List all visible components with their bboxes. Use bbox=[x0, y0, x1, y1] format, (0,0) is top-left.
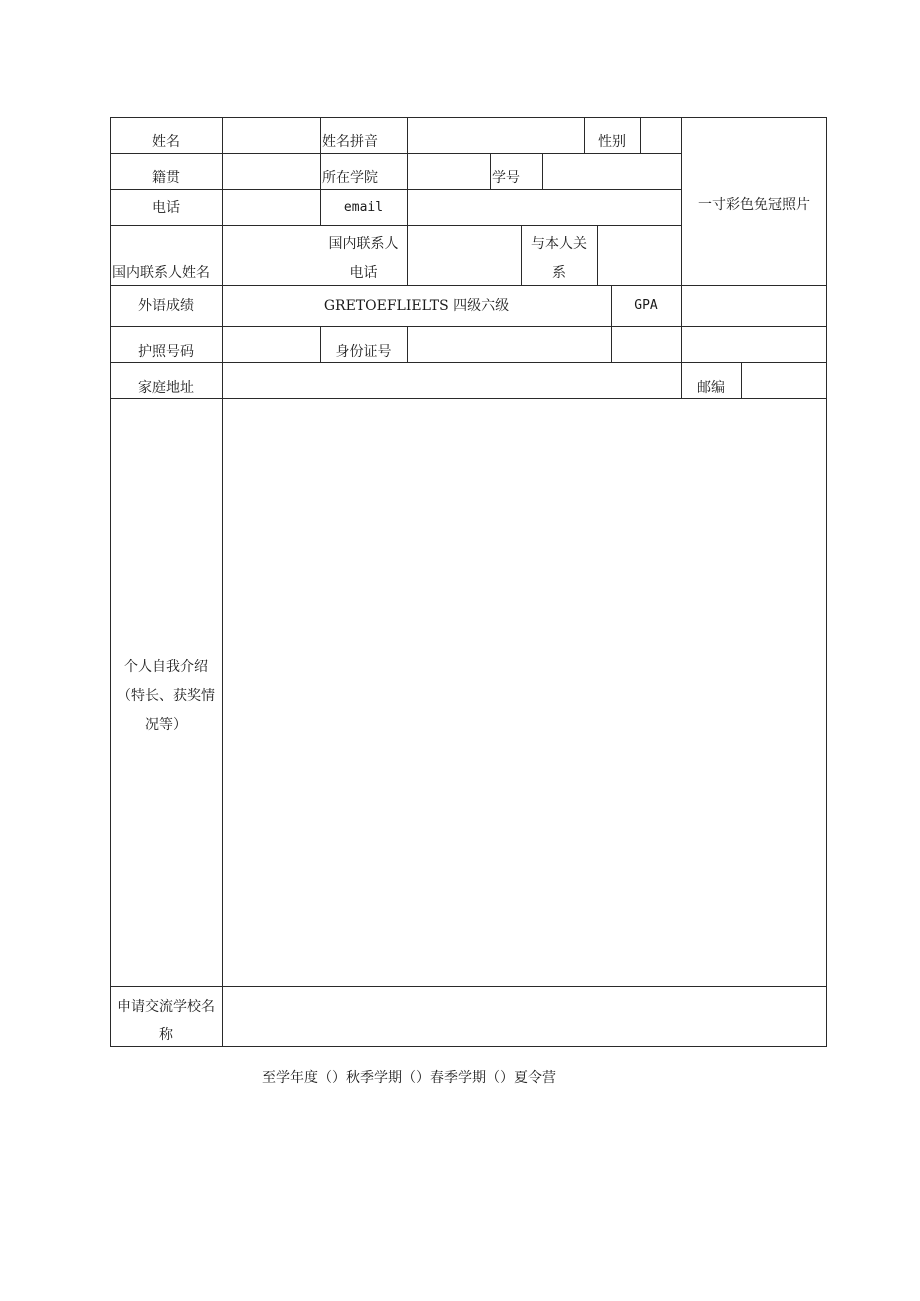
gpa-label: GPA bbox=[634, 298, 658, 313]
postcode-field[interactable] bbox=[742, 363, 826, 398]
pinyin-field[interactable] bbox=[408, 118, 584, 153]
student-id-label: 学号 bbox=[492, 170, 520, 186]
intro-field[interactable] bbox=[223, 399, 826, 986]
grid-line bbox=[681, 362, 682, 398]
school-label-line1: 申请交流学校名 bbox=[117, 999, 215, 1015]
native-place-label: 籍贯 bbox=[152, 170, 180, 186]
id-card-label: 身份证号 bbox=[335, 344, 392, 360]
photo-box-label: 一寸彩色免冠照片 bbox=[698, 197, 810, 213]
gpa-field[interactable] bbox=[682, 286, 826, 326]
address-field[interactable] bbox=[223, 363, 681, 398]
contact-name-label: 国内联系人姓名 bbox=[112, 265, 210, 281]
intro-label-line2: （特长、获奖情 bbox=[117, 688, 215, 704]
college-field[interactable] bbox=[408, 154, 490, 189]
grid-line bbox=[110, 1046, 827, 1047]
grid-line bbox=[826, 117, 827, 1047]
language-label: 外语成绩 bbox=[138, 298, 194, 314]
contact-name-field[interactable] bbox=[223, 226, 320, 285]
passport-label: 护照号码 bbox=[138, 344, 194, 360]
contact-phone-label-line1: 国内联系人 bbox=[328, 236, 399, 252]
contact-phone-label-line2: 电话 bbox=[349, 265, 378, 281]
grid-line bbox=[490, 153, 491, 189]
intro-label-line1: 个人自我介绍 bbox=[124, 659, 208, 675]
contact-phone-field[interactable] bbox=[408, 226, 521, 285]
name-field[interactable] bbox=[223, 118, 320, 153]
phone-field[interactable] bbox=[223, 190, 320, 225]
relation-label-line1: 与本人关 bbox=[531, 236, 587, 252]
native-place-field[interactable] bbox=[223, 154, 320, 189]
email-field[interactable] bbox=[408, 190, 681, 225]
passport-field[interactable] bbox=[223, 327, 320, 362]
college-label: 所在学院 bbox=[322, 170, 378, 186]
relation-field[interactable] bbox=[598, 226, 681, 285]
postcode-label: 邮编 bbox=[697, 380, 725, 396]
school-label-line2: 称 bbox=[159, 1027, 173, 1043]
phone-label: 电话 bbox=[152, 200, 180, 216]
grid-line bbox=[110, 117, 111, 1047]
id-card-field[interactable] bbox=[408, 327, 611, 362]
address-label: 家庭地址 bbox=[138, 380, 194, 396]
relation-label-line2: 系 bbox=[552, 265, 566, 281]
photo-box[interactable] bbox=[682, 118, 826, 285]
pinyin-label: 姓名拼音 bbox=[322, 134, 378, 150]
gender-label: 性别 bbox=[598, 134, 626, 150]
name-label: 姓名 bbox=[152, 134, 180, 150]
intro-label-line3: 况等） bbox=[145, 717, 187, 733]
email-label: email bbox=[343, 200, 384, 215]
language-options[interactable]: GRETOEFLIELTS 四级六级 bbox=[323, 298, 510, 314]
term-selection-text[interactable]: 至学年度（）秋季学期（）春季学期（）夏令营 bbox=[262, 1070, 556, 1086]
gender-field[interactable] bbox=[641, 118, 681, 153]
school-field[interactable] bbox=[223, 987, 826, 1046]
student-id-field[interactable] bbox=[543, 154, 681, 189]
